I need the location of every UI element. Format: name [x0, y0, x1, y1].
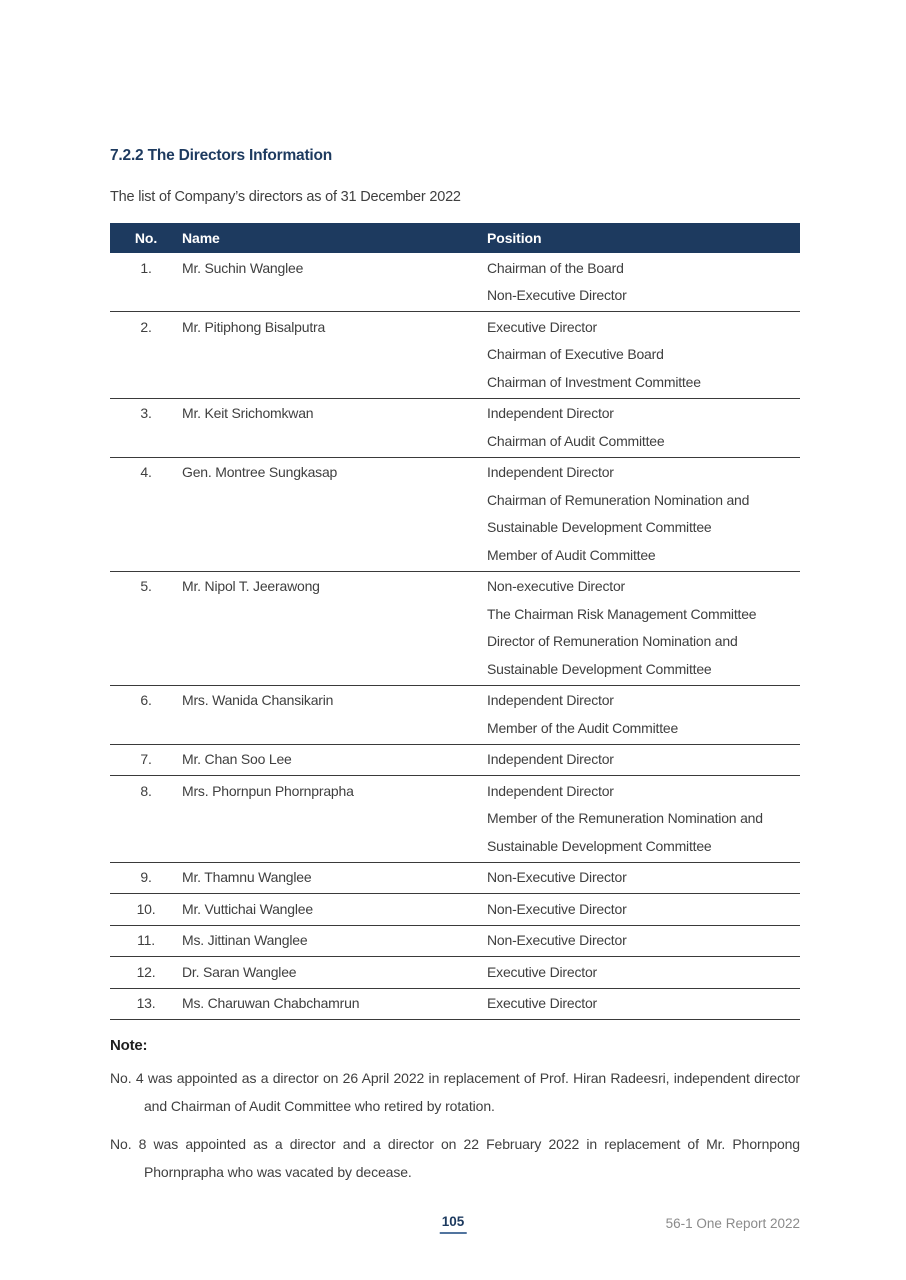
cell-name: Ms. Jittinan Wanglee [182, 932, 308, 948]
cell-name: Mrs. Wanida Chansikarin [182, 692, 334, 708]
page-footer [0, 1214, 906, 1244]
cell-position [487, 255, 800, 310]
document-page-content [110, 147, 800, 1186]
cell-no: 10. [136, 900, 156, 917]
table-row [110, 957, 800, 989]
table-header-no: No. [134, 230, 158, 246]
cell-position [487, 990, 800, 1018]
position-line: Independent Director [487, 782, 614, 799]
table-row [110, 399, 800, 458]
position-line: Independent Director [487, 692, 614, 708]
position-line: Chairman of the Board [487, 259, 624, 276]
cell-no: 9. [140, 869, 152, 885]
cell-name: Mr. Keit Srichomkwan [182, 405, 314, 421]
position-line: Chairman of Investment Committee [487, 373, 701, 390]
position-line: Non-Executive Director [487, 900, 627, 917]
table-header-position: Position [487, 230, 542, 246]
report-title: 56-1 One Report 2022 [665, 1216, 800, 1231]
table-row [110, 458, 800, 572]
cell-no: 1. [140, 259, 152, 276]
cell-position [487, 927, 800, 955]
cell-no: 13. [136, 995, 156, 1011]
cell-name: Mr. Nipol T. Jeerawong [182, 578, 320, 594]
position-line: Member of the Audit Committee [487, 719, 679, 736]
cell-no: 7. [140, 751, 152, 767]
table-header-name: Name [182, 230, 220, 246]
cell-position [487, 959, 800, 987]
table-row [110, 572, 800, 686]
position-line: Executive Director [487, 318, 597, 335]
cell-position [487, 778, 800, 861]
position-line: Member of the Remuneration Nomination and [487, 810, 763, 826]
position-line: Independent Director [487, 751, 614, 767]
table-row [110, 745, 800, 777]
cell-name: Mrs. Phornpun Phornprapha [182, 782, 354, 799]
cell-name: Gen. Montree Sungkasap [182, 464, 338, 480]
position-line: Non-Executive Director [487, 932, 627, 948]
cell-position [487, 314, 800, 397]
table-row [110, 253, 800, 312]
table-header-row [110, 223, 800, 253]
position-line: Non-Executive Director [487, 287, 627, 303]
cell-no: 11. [137, 932, 155, 948]
cell-name: Mr. Suchin Wanglee [182, 259, 304, 276]
position-line: Non-executive Director [487, 578, 625, 594]
cell-no: 6. [140, 692, 152, 708]
position-line: Executive Director [487, 963, 597, 980]
directors-table [110, 223, 800, 1020]
cell-position [487, 573, 800, 683]
cell-position [487, 746, 800, 774]
position-line: Chairman of Remuneration Nomination and [487, 491, 750, 508]
cell-position [487, 687, 800, 742]
cell-name: Mr. Pitiphong Bisalputra [182, 318, 326, 335]
table-row [110, 926, 800, 958]
table-row [110, 686, 800, 745]
position-line: Chairman of Audit Committee [487, 432, 665, 449]
table-row [110, 863, 800, 895]
cell-position [487, 400, 800, 455]
section-title: 7.2.2 The Directors Information [110, 147, 333, 164]
position-line: Sustainable Development Committee [487, 519, 712, 535]
cell-name: Mr. Vuttichai Wanglee [182, 900, 313, 917]
cell-position [487, 864, 800, 892]
cell-position [487, 896, 800, 924]
position-line: The Chairman Risk Management Committee [487, 605, 757, 622]
table-body [110, 253, 800, 1020]
position-line: Chairman of Executive Board [487, 346, 664, 362]
cell-no: 4. [140, 464, 152, 480]
cell-name: Dr. Saran Wanglee [182, 963, 297, 980]
cell-no: 5. [140, 578, 152, 594]
cell-name: Mr. Chan Soo Lee [182, 751, 292, 767]
table-row [110, 894, 800, 926]
position-line: Non-Executive Director [487, 869, 627, 885]
cell-name: Mr. Thamnu Wanglee [182, 869, 312, 885]
table-row [110, 776, 800, 863]
cell-no: 2. [140, 318, 152, 335]
position-line: Independent Director [487, 405, 614, 421]
cell-no: 3. [140, 405, 152, 421]
position-line: Executive Director [487, 995, 597, 1011]
cell-position [487, 459, 800, 569]
position-line: Independent Director [487, 464, 614, 480]
position-line: Director of Remuneration Nomination and [487, 633, 738, 649]
position-line: Sustainable Development Committee [487, 837, 712, 854]
cell-no: 8. [140, 782, 152, 799]
position-line: Member of Audit Committee [487, 546, 656, 563]
cell-no: 12. [136, 963, 156, 980]
note-item-2: No. 8 was appointed as a director and a director on 22 February 2022 in replacement of Mr. Phornpong Phornprapha who was vacated by decease. [110, 1136, 800, 1180]
page-subtitle: The list of Company’s directors as of 31 December 2022 [110, 189, 461, 205]
note-label: Note: [110, 1037, 148, 1054]
table-row [110, 312, 800, 399]
table-row [110, 989, 800, 1021]
cell-name: Ms. Charuwan Chabchamrun [182, 995, 360, 1011]
position-line: Sustainable Development Committee [487, 660, 712, 677]
page-number: 105 [440, 1214, 467, 1234]
note-item-1: No. 4 was appointed as a director on 26 April 2022 in replacement of Prof. Hiran Radeesri, independent director and Chairman of Audit Committee who retired by rotation. [110, 1070, 800, 1114]
